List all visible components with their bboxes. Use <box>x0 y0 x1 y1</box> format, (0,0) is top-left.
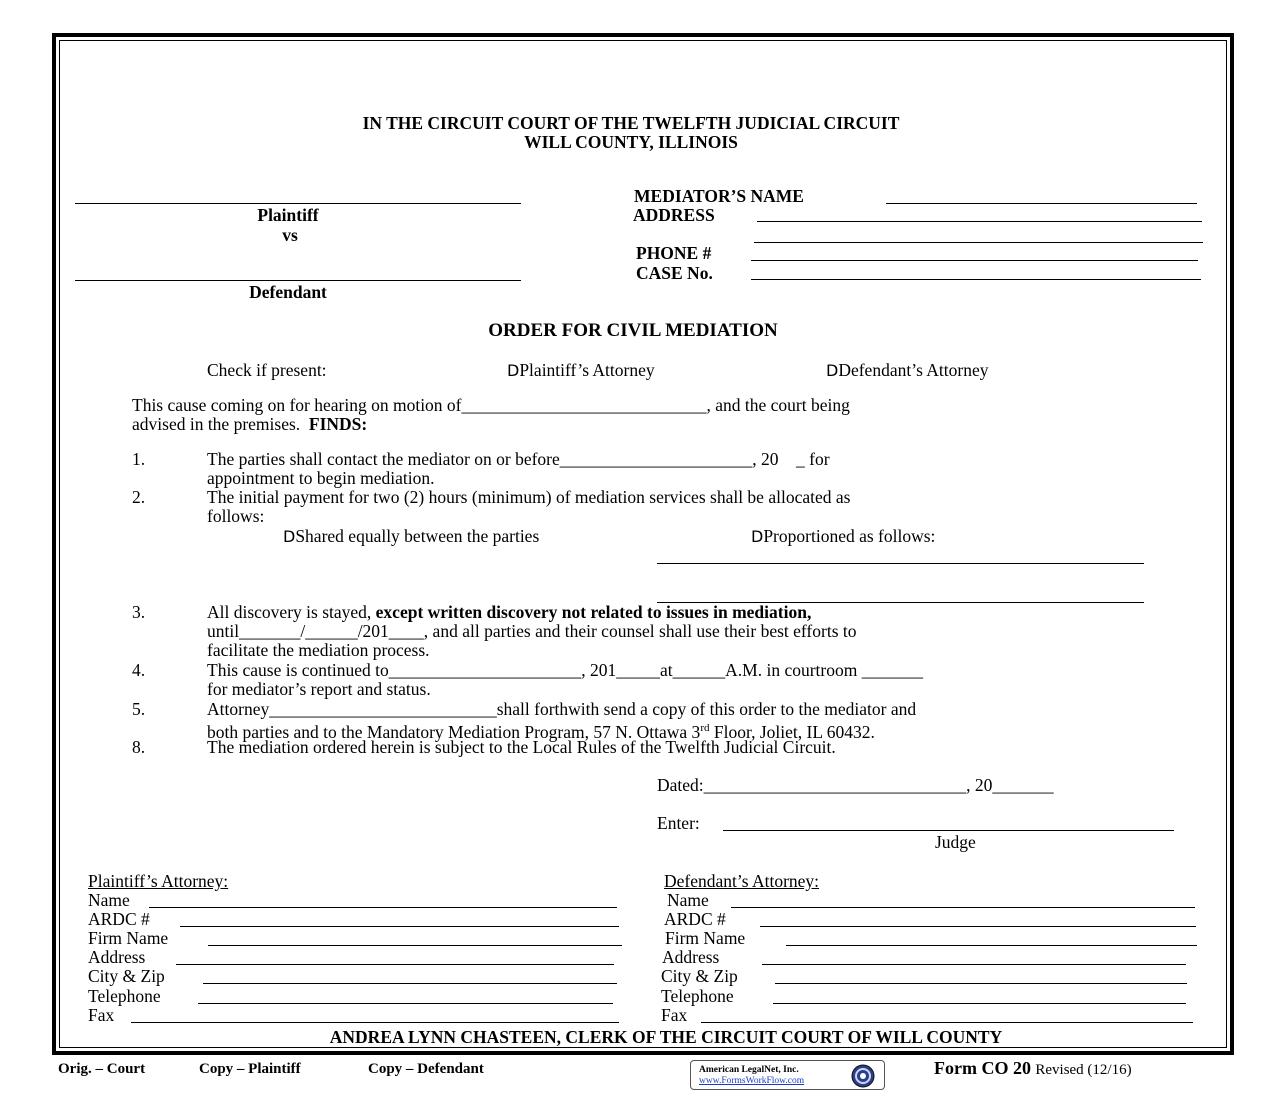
form-number: Form CO 20 <box>934 1058 1031 1078</box>
item-1-number: 1. <box>132 449 146 469</box>
plaintiff-attorney-firm-name-line[interactable] <box>208 945 622 946</box>
mediator-name-line[interactable] <box>886 203 1197 204</box>
motion-of-blank[interactable]: ____________________________ <box>461 395 707 415</box>
defendant-attorney-firm-name-line[interactable] <box>786 945 1197 946</box>
form-revised: Revised (12/16) <box>1035 1062 1132 1078</box>
defendant-attorney-telephone-line[interactable] <box>773 1003 1186 1004</box>
finds-label: FINDS: <box>308 414 368 434</box>
item-3-line2: until_______/______/201____, and all parties and their counsel shall use their best efforts to <box>207 621 857 641</box>
contact-date-blank[interactable]: ______________________ <box>559 449 753 469</box>
defendant-attorney-ardc-line[interactable] <box>760 926 1196 927</box>
item-2-line1: The initial payment for two (2) hours (minimum) of mediation services shall be allocated as <box>207 487 851 507</box>
mediator-name-label: MEDIATOR’S NAME <box>634 186 804 206</box>
defendant-attorney-ardc-label: ARDC # <box>664 909 726 929</box>
item-3-line1 <box>207 602 811 622</box>
court-heading-line2: WILL COUNTY, ILLINOIS <box>524 132 738 152</box>
plaintiff-attorney-ardc-label: ARDC # <box>88 909 150 929</box>
checkbox-glyph: D <box>283 527 296 546</box>
plaintiff-attorney-name-line[interactable] <box>149 907 617 908</box>
judge-signature-line[interactable] <box>723 830 1174 831</box>
plaintiff-name-line[interactable] <box>75 203 521 204</box>
footer-orig-court: Orig. – Court <box>58 1061 146 1077</box>
clerk-name: ANDREA LYNN CHASTEEN, CLERK OF THE CIRCUIT COURT OF WILL COUNTY <box>329 1027 1003 1047</box>
item-3-number: 3. <box>132 602 146 622</box>
mediator-address-line2[interactable] <box>754 242 1203 243</box>
defendant-attorney-fax-line[interactable] <box>701 1022 1193 1023</box>
item-2-number: 2. <box>132 487 146 507</box>
plaintiff-attorney-checkbox[interactable] <box>507 360 655 381</box>
item-5-number: 5. <box>132 699 146 719</box>
plaintiff-attorney-firm-name-label: Firm Name <box>88 928 169 948</box>
defendant-attorney-name-line[interactable] <box>731 907 1195 908</box>
plaintiff-attorney-name-label: Name <box>88 890 130 910</box>
item-8-line1: The mediation ordered herein is subject to the Local Rules of the Twelfth Judicial Circuit. <box>207 737 836 757</box>
item-8-number: 8. <box>132 737 146 757</box>
dated-field[interactable]: Dated:______________________________, 20_______ <box>657 775 1054 795</box>
item-1-text: The parties shall contact the mediator on or before <box>207 449 560 469</box>
plaintiff-attorney-address-label: Address <box>88 947 146 967</box>
mediator-phone-label: PHONE # <box>636 243 712 263</box>
defendant-attorney-checkbox[interactable] <box>826 360 989 381</box>
plaintiff-attorney-telephone-label: Telephone <box>88 986 161 1006</box>
plaintiff-attorney-address-line[interactable] <box>176 964 614 965</box>
defendant-attorney-telephone-label: Telephone <box>661 986 734 1006</box>
item-5-address: both parties and to the Mandatory Mediation Program, 57 N. Ottawa 3 <box>207 721 701 742</box>
logo-url-link[interactable]: www.FormsWorkFlow.com <box>699 1076 805 1086</box>
item-5-line1: Attorney__________________________shall forthwith send a copy of this order to the mediator and <box>207 699 917 719</box>
plaintiff-attorney-city-zip-line[interactable] <box>203 983 617 984</box>
defendant-attorney-fax-label: Fax <box>661 1005 688 1025</box>
checkbox-glyph: D <box>751 527 764 546</box>
defendant-label: Defendant <box>249 282 327 302</box>
defendant-attorney-name-label: Name <box>667 890 709 910</box>
item-3-exception: except written discovery not related to issues in mediation, <box>375 602 812 622</box>
item-1-year: , 20 <box>752 449 779 469</box>
checkbox-glyph: D <box>826 361 839 380</box>
defendant-attorney-address-line[interactable] <box>762 964 1186 965</box>
checkbox-glyph: D <box>507 361 520 380</box>
defendant-attorney-firm-name-label: Firm Name <box>665 928 746 948</box>
intro-premises: advised in the premises. <box>132 414 301 434</box>
case-number-line[interactable] <box>751 279 1201 280</box>
intro-line1 <box>132 395 850 415</box>
item-1-line2: appointment to begin mediation. <box>207 468 435 488</box>
item-4-line2: for mediator’s report and status. <box>207 679 431 699</box>
intro-line2 <box>132 414 367 434</box>
legalnet-logo[interactable] <box>690 1060 885 1090</box>
plaintiff-attorney-heading: Plaintiff’s Attorney: <box>88 871 229 891</box>
check-if-present-label: Check if present: <box>207 360 327 380</box>
item-2-line2: follows: <box>207 506 265 526</box>
plaintiff-attorney-telephone-line[interactable] <box>198 1003 613 1004</box>
item-4-number: 4. <box>132 660 146 680</box>
plaintiff-attorney-ardc-line[interactable] <box>180 926 619 927</box>
defendant-attorney-city-zip-line[interactable] <box>775 983 1187 984</box>
mediator-address-label: ADDRESS <box>633 205 715 225</box>
defendant-name-line[interactable] <box>75 280 521 281</box>
plaintiff-attorney-fax-line[interactable] <box>131 1022 619 1023</box>
shared-equally-option: Shared equally between the parties <box>295 526 540 546</box>
footer-copy-plaintiff: Copy – Plaintiff <box>199 1061 301 1077</box>
defendant-attorney-city-zip-label: City & Zip <box>661 966 738 986</box>
proportion-line1[interactable] <box>657 563 1144 564</box>
defendant-attorney-option: Defendant’s Attorney <box>838 360 989 380</box>
intro-text-a: This cause coming on for hearing on motion of <box>132 395 462 415</box>
item-3-text: All discovery is stayed, <box>207 602 372 622</box>
plaintiff-attorney-city-zip-label: City & Zip <box>88 966 165 986</box>
court-heading-line1: IN THE CIRCUIT COURT OF THE TWELFTH JUDICIAL CIRCUIT <box>362 113 900 133</box>
item-5-sup: rd <box>700 722 710 734</box>
order-title: ORDER FOR CIVIL MEDIATION <box>488 320 778 341</box>
item-1-for: _ for <box>796 449 830 469</box>
item-5-address-end: Floor, Joliet, IL 60432. <box>709 721 875 742</box>
mediator-address-line1[interactable] <box>757 221 1202 222</box>
proportioned-option: Proportioned as follows: <box>763 526 936 546</box>
form-identifier <box>934 1058 1132 1080</box>
plaintiff-attorney-fax-label: Fax <box>88 1005 115 1025</box>
enter-label: Enter: <box>657 813 700 833</box>
mediator-phone-line[interactable] <box>751 260 1198 261</box>
case-number-label: CASE No. <box>636 263 713 283</box>
defendant-attorney-heading: Defendant’s Attorney: <box>664 871 820 891</box>
intro-text-b: , and the court being <box>706 395 850 415</box>
plaintiff-label: Plaintiff <box>257 205 319 225</box>
plaintiff-attorney-option: Plaintiff’s Attorney <box>519 360 655 380</box>
footer-copy-defendant: Copy – Defendant <box>368 1061 484 1077</box>
judge-label: Judge <box>935 832 976 852</box>
logo-company-name: American LegalNet, Inc. <box>699 1065 799 1075</box>
item-3-line3: facilitate the mediation process. <box>207 640 430 660</box>
vs-label: vs <box>282 225 298 245</box>
globe-icon <box>851 1064 875 1088</box>
item-1-line1 <box>207 449 830 469</box>
proportioned-checkbox[interactable] <box>751 526 935 547</box>
item-4-line1: This cause is continued to______________________, 201_____at______A.M. in courtroom _______ <box>207 660 923 680</box>
defendant-attorney-address-label: Address <box>662 947 720 967</box>
shared-equally-checkbox[interactable] <box>283 526 539 547</box>
